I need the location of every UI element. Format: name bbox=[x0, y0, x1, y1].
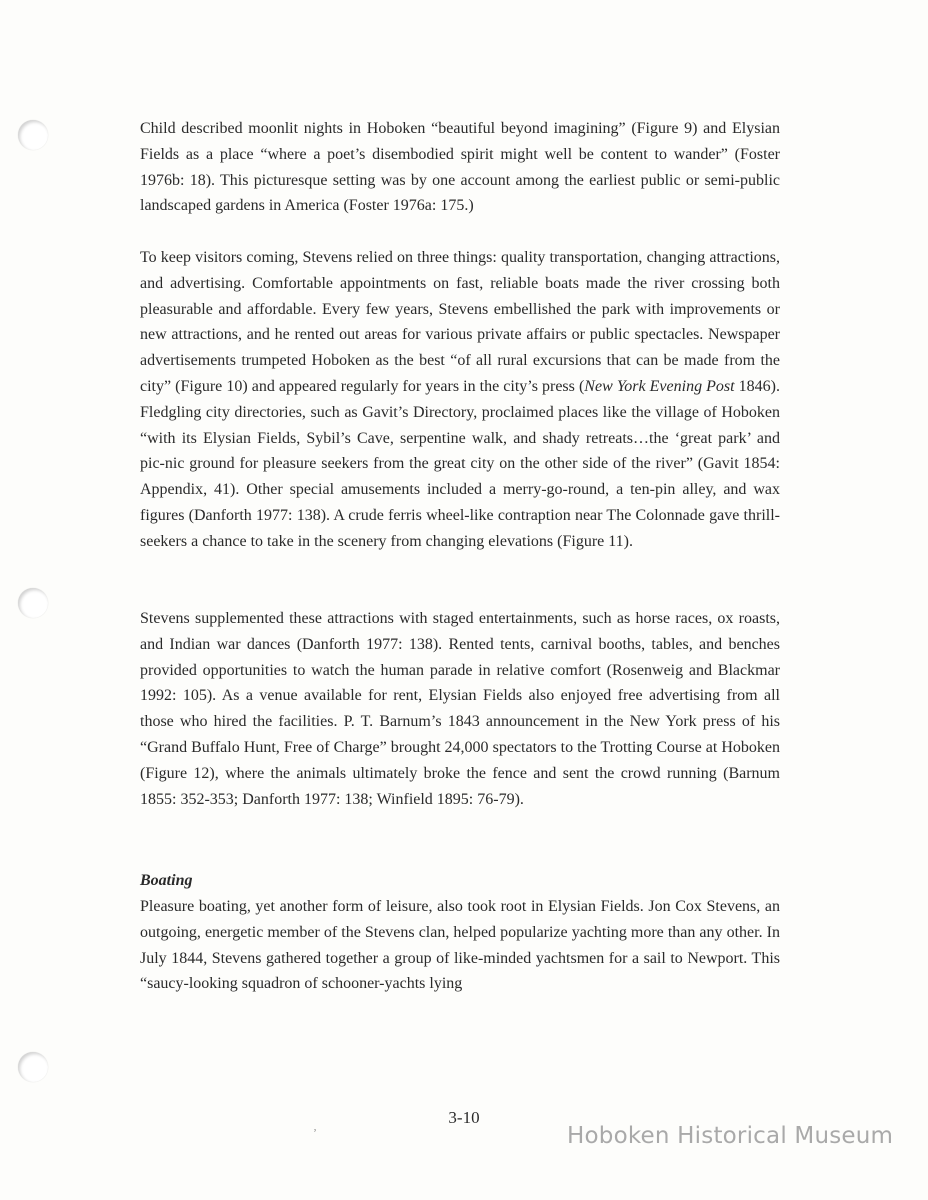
paragraph-2-text-b: 1846). Fledgling city directories, such as Gavit’s Directory, proclaimed places like the village of Hoboken “with its Elysian Fields, Sybil’s Cave, serpentine walk, and shady retreats…the ‘great park’ and pic-nic ground for pleasure seekers from the great city on the other side of the river” (Gavit 1854: Appendix, 41). Other special amusements included a merry-go-round, a ten-pin alley, and wax figures (Danforth 1977: 138). A crude ferris wheel-like contraption near The Colonnade gave thrill-seekers a chance to take in the scenery from changing elevations (Figure 11). bbox=[140, 377, 780, 550]
paragraph-2 bbox=[140, 245, 780, 555]
binder-hole-middle bbox=[18, 588, 48, 618]
paragraph-4-text: Pleasure boating, yet another form of leisure, also took root in Elysian Fields. Jon Cox Stevens, an outgoing, energetic member of the Stevens clan, helped popularize yachting more than any other. In July 1844, Stevens gathered together a group of like-minded yachtsmen for a sail to Newport. This “saucy-looking squadron of schooner-yachts lying bbox=[140, 898, 780, 993]
paragraph-3-text: Stevens supplemented these attractions with staged entertainments, such as horse races, ox roasts, and Indian war dances (Danforth 1977: 138). Rented tents, carnival booths, tables, and benches provided opportunities to watch the human parade in relative comfort (Rosenweig and Blackmar 1992: 105). As a venue available for rent, Elysian Fields also enjoyed free advertising from all those who hired the facilities. P. T. Barnum’s 1843 announcement in the New York press of his “Grand Buffalo Hunt, Free of Charge” brought 24,000 spectators to the Trotting Course at Hoboken (Figure 12), where the animals ultimately broke the fence and sent the crowd running (Barnum 1855: 352-353; Danforth 1977: 138; Winfield 1895: 76-79). bbox=[140, 610, 780, 808]
paragraph-3 bbox=[140, 606, 780, 812]
museum-watermark: Hoboken Historical Museum bbox=[567, 1123, 894, 1149]
binder-hole-bottom bbox=[18, 1052, 48, 1082]
binder-hole-top bbox=[18, 120, 48, 150]
section-heading-boating: Boating bbox=[140, 872, 193, 889]
stray-mark: ʼ bbox=[313, 1126, 317, 1140]
paragraph-1-text: Child described moonlit nights in Hoboken “beautiful beyond imagining” (Figure 9) and Elysian Fields as a place “where a poet’s disembodied spirit might well be content to wander” (Foster 1976b: 18). This picturesque setting was by one account among the earliest public or semi-public landscaped gardens in America (Foster 1976a: 175.) bbox=[140, 120, 780, 215]
paragraph-1 bbox=[140, 116, 780, 219]
page-number: 3-10 bbox=[448, 1108, 480, 1127]
paragraph-4 bbox=[140, 894, 780, 997]
newspaper-title: New York Evening Post bbox=[584, 377, 735, 395]
paragraph-2-text-a: To keep visitors coming, Stevens relied on three things: quality transportation, changing attractions, and advertising. Comfortable appointments on fast, reliable boats made the river crossing both pleasurable and affordable. Every few years, Stevens embellished the park with improvements or new attractions, and he rented out areas for various private affairs or public spectacles. Newspaper advertisements trumpeted Hoboken as the best “of all rural excursions that can be made from the city” (Figure 10) and appeared regularly for years in the city’s press ( bbox=[140, 249, 780, 395]
